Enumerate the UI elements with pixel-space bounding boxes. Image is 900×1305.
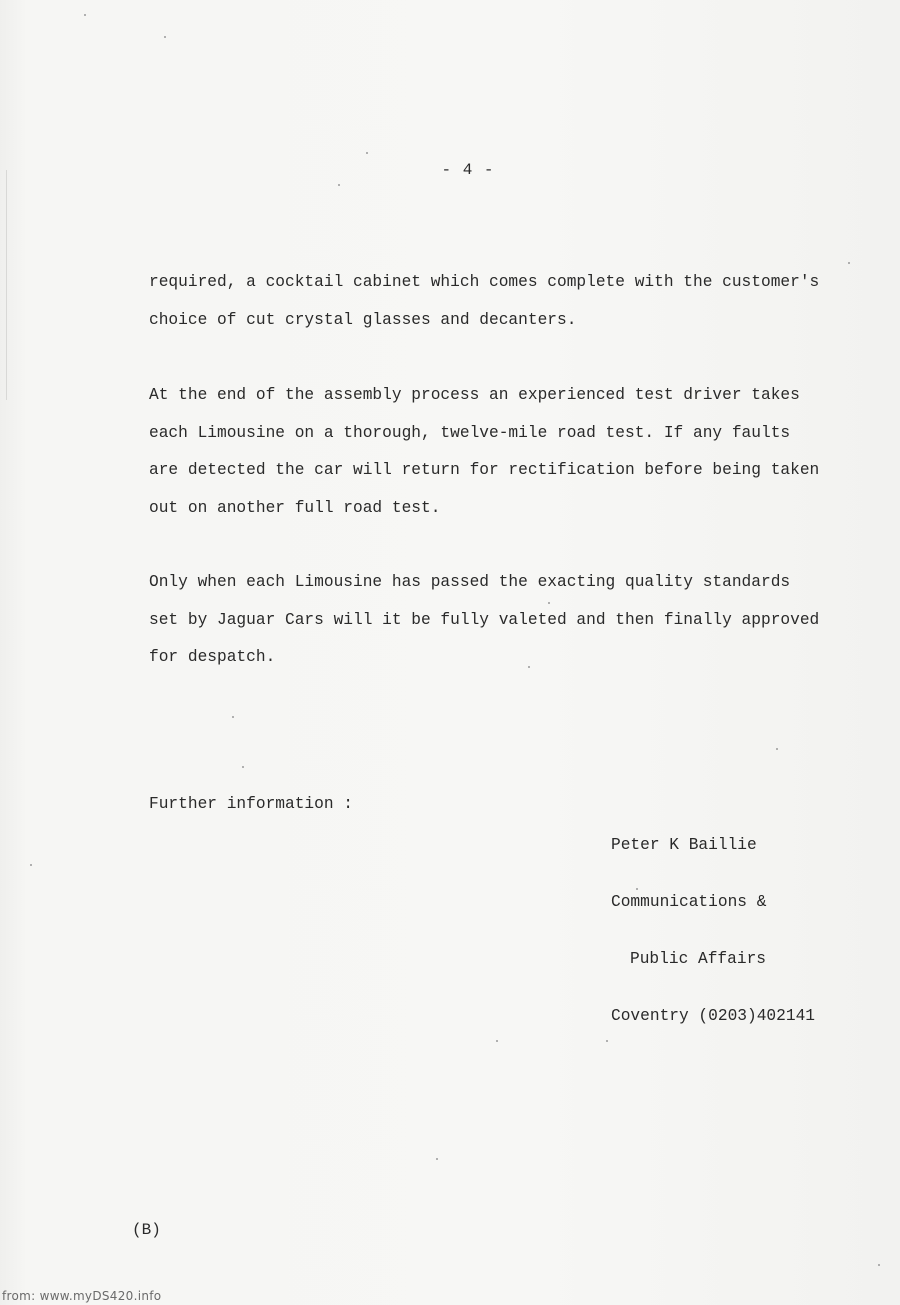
contact-department-line1: Communications & bbox=[611, 893, 767, 911]
scan-speck bbox=[84, 14, 86, 16]
scan-speck bbox=[436, 1158, 438, 1160]
paragraph-line: At the end of the assembly process an experienced test driver takes bbox=[149, 386, 800, 404]
contact-department-line2: Public Affairs bbox=[630, 950, 766, 968]
paragraph-line: for despatch. bbox=[149, 648, 276, 666]
scan-speck bbox=[848, 262, 850, 264]
scan-speck bbox=[164, 36, 166, 38]
paragraph-line: out on another full road test. bbox=[149, 498, 441, 517]
scan-speck bbox=[338, 184, 340, 186]
scan-speck bbox=[30, 864, 32, 866]
page-number: - 4 - bbox=[441, 161, 495, 179]
further-information-label: Further information : bbox=[149, 795, 353, 813]
paragraph-line: Only when each Limousine has passed the exacting quality standards bbox=[149, 573, 791, 591]
contact-block bbox=[611, 798, 815, 1064]
scan-speck bbox=[606, 1040, 608, 1042]
contact-name: Peter K Baillie bbox=[611, 836, 757, 854]
source-watermark: from: www.myDS420.info bbox=[2, 1289, 162, 1303]
reference-code: (B) bbox=[132, 1221, 161, 1239]
scan-edge-line bbox=[6, 170, 7, 400]
paragraph-line: required, a cocktail cabinet which comes complete with the customer's bbox=[149, 273, 820, 291]
scan-speck bbox=[528, 666, 530, 668]
paragraph-2 bbox=[149, 377, 820, 527]
paragraph-line: are detected the car will return for rectification before being taken bbox=[149, 461, 820, 479]
scan-speck bbox=[776, 748, 778, 750]
paragraph-3 bbox=[149, 564, 820, 677]
scan-speck bbox=[232, 716, 234, 718]
scan-speck bbox=[242, 766, 244, 768]
paragraph-line: set by Jaguar Cars will it be fully valeted and then finally approved bbox=[149, 610, 820, 629]
paragraph-1 bbox=[149, 264, 820, 339]
scan-speck bbox=[636, 888, 638, 890]
paragraph-line: choice of cut crystal glasses and decanters. bbox=[149, 310, 577, 329]
scan-speck bbox=[496, 1040, 498, 1042]
scan-speck bbox=[878, 1264, 880, 1266]
contact-phone: Coventry (0203)402141 bbox=[611, 1007, 815, 1025]
paragraph-line: each Limousine on a thorough, twelve-mile road test. If any faults bbox=[149, 423, 791, 442]
scan-speck bbox=[366, 152, 368, 154]
scan-speck bbox=[548, 602, 550, 604]
